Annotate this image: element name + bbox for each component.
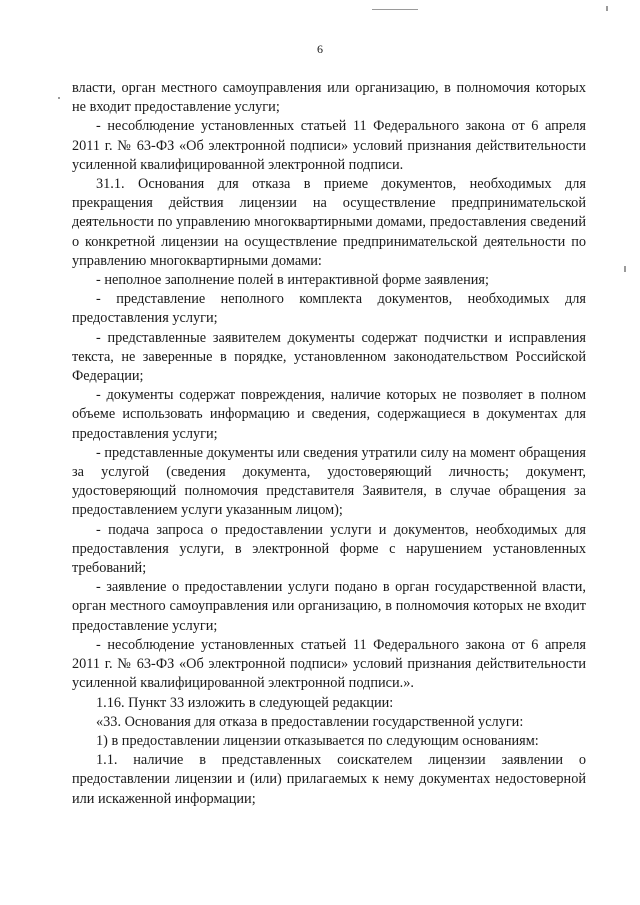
paragraph: - представление неполного комплекта документов, необходимых для предоставления услуги; [72, 291, 586, 327]
paragraph: 1) в предоставлении лицензии отказывается по следующим основаниям: [96, 732, 539, 749]
document-body [72, 79, 586, 809]
paragraph: - заявление о предоставлении услуги подано в орган государственной власти, орган местного самоуправления или организацию, в полномочия которых не входит предоставление услуги; [72, 579, 586, 634]
paragraph: «33. Основания для отказа в предоставлении государственной услуги: [96, 713, 524, 730]
paragraph: - представленные документы или сведения утратили силу на момент обращения за услугой (сведения документа, удостоверяющий личность; документ, удостоверяющий полномочия представителя Заявителя, в случае обращения за предоставлением услуги указанным лицом); [72, 444, 586, 519]
paragraph: - документы содержат повреждения, наличие которых не позволяет в полном объеме использовать информацию и сведения, содержащиеся в документах для предоставления услуги; [72, 387, 586, 442]
scan-artifact [606, 6, 608, 11]
scan-artifact [624, 266, 626, 272]
paragraph: власти, орган местного самоуправления или организацию, в полномочия которых не входит предоставление услуги; [72, 80, 586, 116]
paragraph: - неполное заполнение полей в интерактивной форме заявления; [96, 272, 489, 289]
paragraph: - несоблюдение установленных статьей 11 Федерального закона от 6 апреля 2011 г. № 63-ФЗ «Об электронной подписи» условий признания действительности усиленной квалифицированной электронной подписи. [72, 118, 586, 173]
scan-artifact [58, 97, 60, 99]
paragraph: 1.1. наличие в представленных соискателем лицензии заявлении о предоставлении лицензии и (или) прилагаемых к нему документах недостоверной или искаженной информации; [72, 752, 586, 807]
paragraph: - несоблюдение установленных статьей 11 Федерального закона от 6 апреля 2011 г. № 63-ФЗ «Об электронной подписи» условий признания действительности усиленной квалифицированной электронной подписи.». [72, 636, 586, 692]
paragraph: 1.16. Пункт 33 изложить в следующей редакции: [96, 694, 394, 711]
paragraph: - представленные заявителем документы содержат подчистки и исправления текста, не заверенные в порядке, установленном законодательством Российской Федерации; [72, 329, 586, 385]
paragraph: - подача запроса о предоставлении услуги и документов, необходимых для предоставления услуги, в электронной форме с нарушением установленных требований; [72, 521, 586, 577]
scan-artifact [372, 9, 418, 10]
paragraph: 31.1. Основания для отказа в приеме документов, необходимых для прекращения действия лицензии на осуществление предпринимательской деятельности по управлению многоквартирными домами, предоставления сведений о конкретной лицензии на осуществление предпринимательской деятельности по управлению многоквартирными домами: [72, 176, 586, 269]
page-number: 6 [317, 42, 323, 56]
